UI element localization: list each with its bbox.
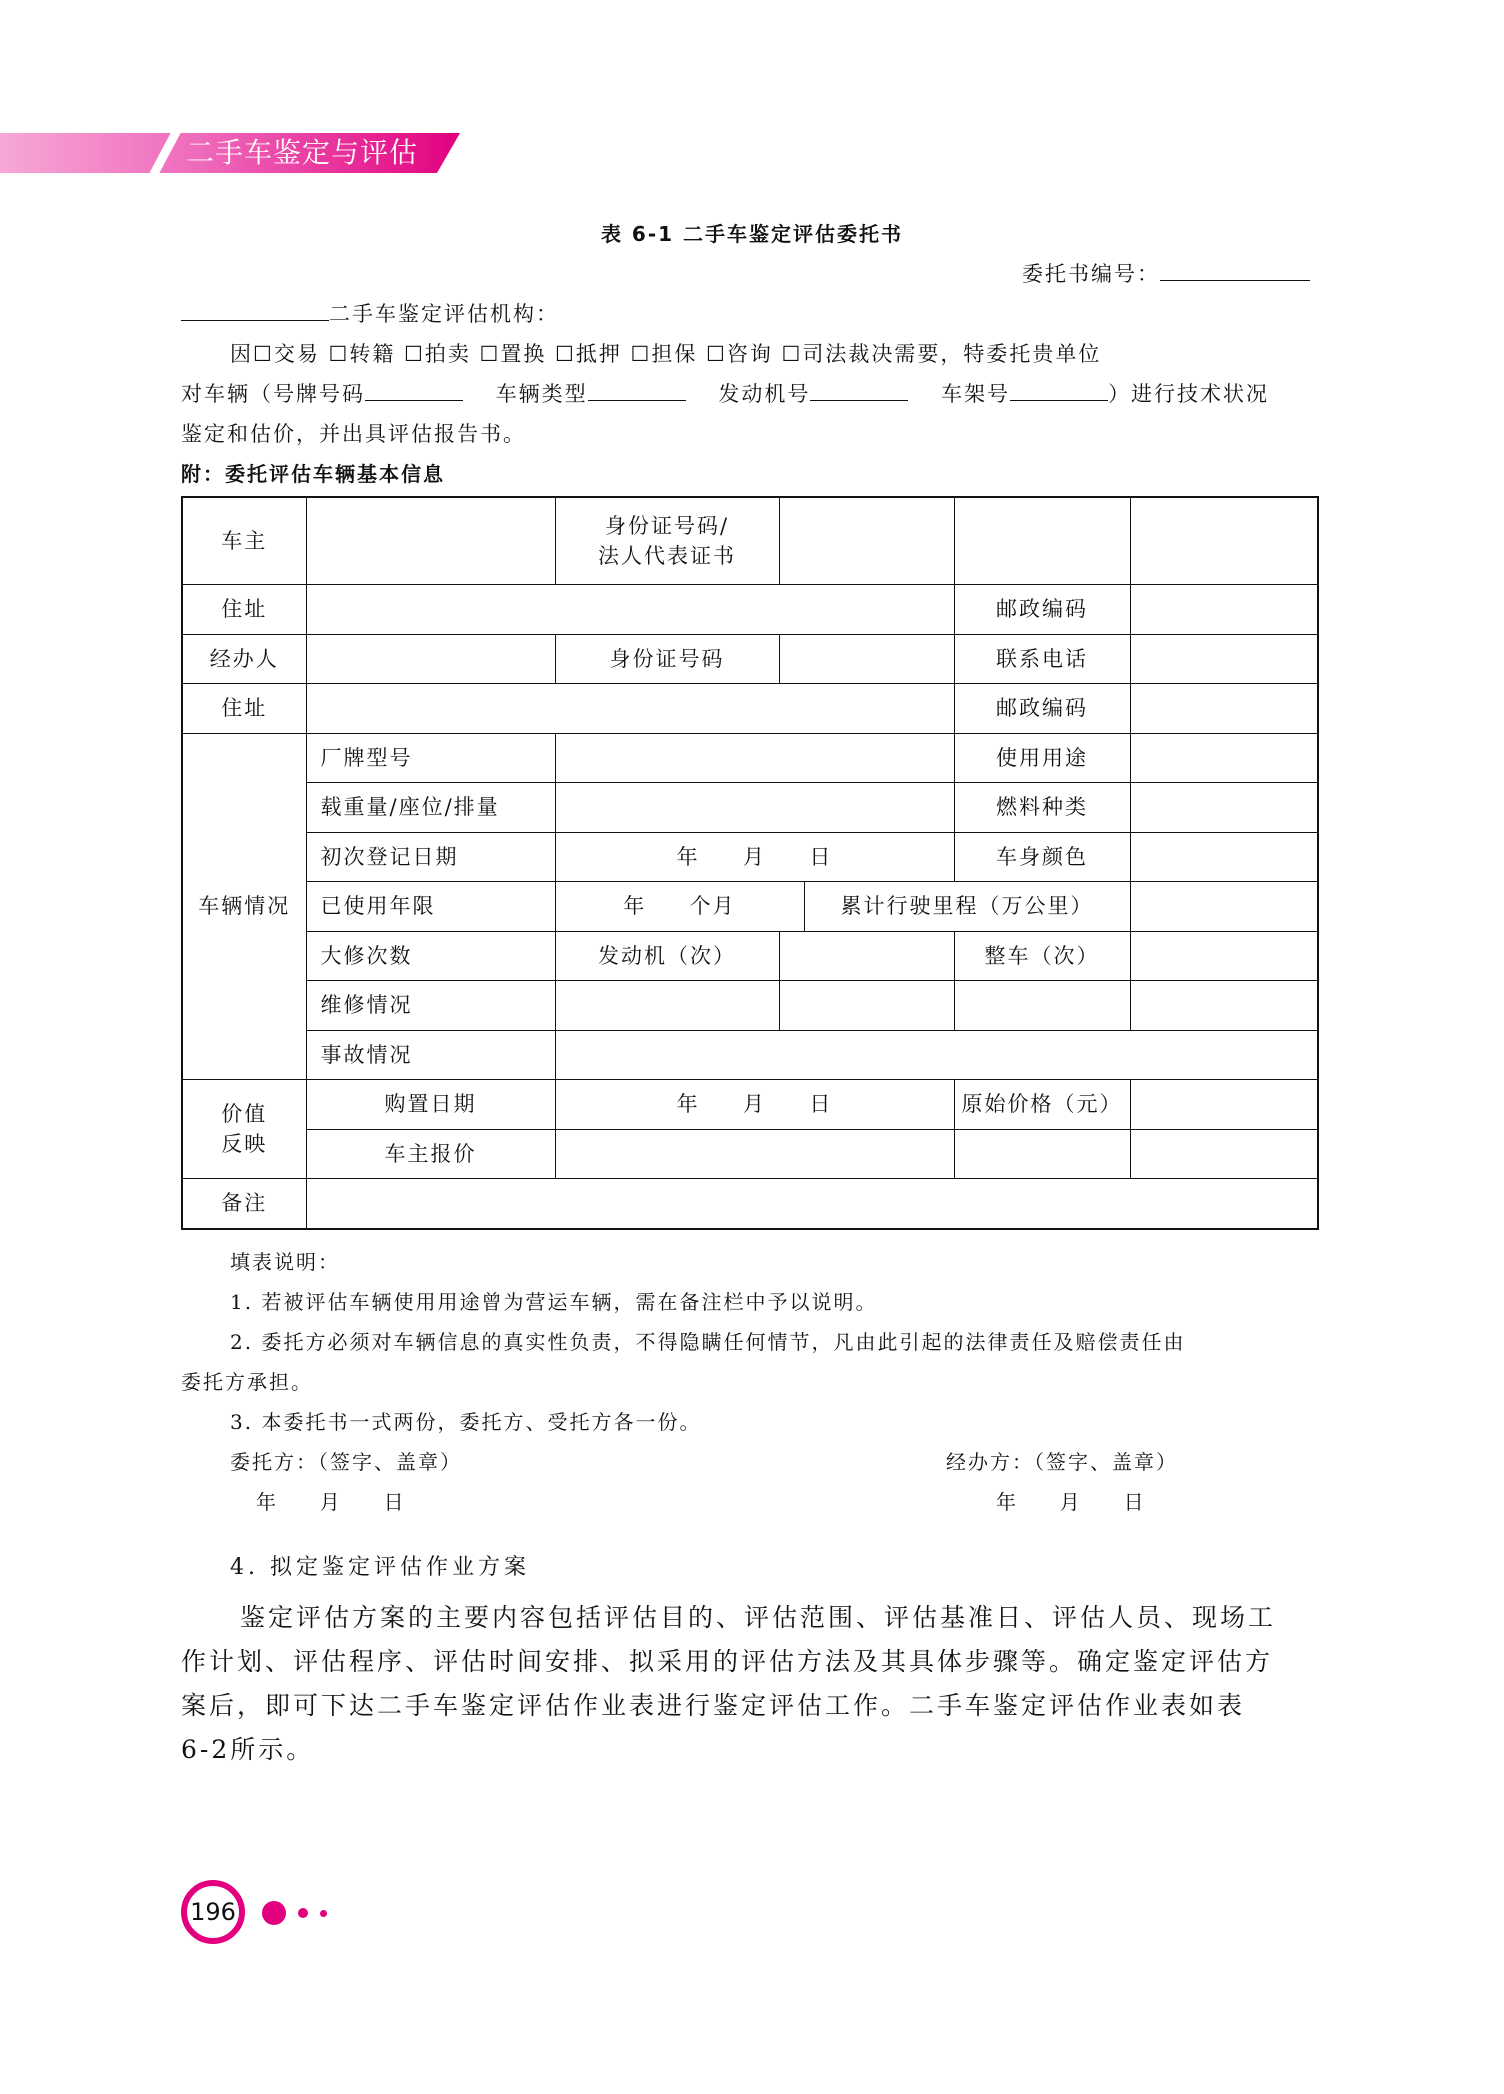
postcode-value-cell-2 [1130,684,1318,734]
original-price-label: 原始价格（元） [954,1080,1130,1130]
frame-number-label: 车架号 [941,382,1011,406]
notes-heading: 填表说明： [230,1250,340,1274]
postcode-label: 邮政编码 [954,585,1130,635]
handler-date: 年 月 日 [996,1490,1146,1514]
note-2: 2. 委托方必须对车辆信息的真实性负责，不得隐瞒任何情节，凡由此引起的法律责任及赔偿责任由 [230,1330,1186,1354]
maintenance-cell-2 [779,981,954,1031]
maintenance-cell-1 [555,981,779,1031]
purchase-date-value: 年 月 日 [555,1080,954,1130]
purchase-date-label: 购置日期 [306,1080,555,1130]
vehicle-info-tail: ）进行技术状况 [1108,382,1270,406]
handler-signature: 经办方：（签字、盖章） [946,1450,1178,1474]
paragraph-line-4: 6-2所示。 [181,1735,315,1764]
usage-label: 使用用途 [954,733,1130,783]
body-color-label: 车身颜色 [954,832,1130,882]
address-value-cell-2 [306,684,954,734]
page-dot-large [262,1901,286,1925]
mileage-value-cell [1130,882,1318,932]
client-signature: 委托方：（签字、盖章） [230,1450,462,1474]
address-label: 住址 [182,585,306,635]
brand-model-label: 厂牌型号 [306,733,555,783]
engine-times-value-cell [779,931,954,981]
engine-times-label: 发动机（次） [555,931,779,981]
maintenance-cell-4 [1130,981,1318,1031]
page-dot-medium [298,1908,308,1918]
report-line: 鉴定和估价，并出具评估报告书。 [181,422,526,446]
plate-label: 对车辆（号牌号码 [181,382,365,406]
postcode-label-2: 邮政编码 [954,684,1130,734]
agency-label: 二手车鉴定评估机构： [329,302,559,326]
fuel-value-cell [1130,783,1318,833]
owner-price-extra-cell-2 [1130,1129,1318,1179]
remarks-label: 备注 [182,1179,306,1229]
purpose-line: 因☐交易 ☐转籍 ☐拍卖 ☐置换 ☐抵押 ☐担保 ☐咨询 ☐司法裁决需要，特委托贵单位 [230,342,1102,366]
owner-extra-cell-2 [1130,497,1318,585]
load-seat-value-cell [555,783,954,833]
appendix-heading: 附：委托评估车辆基本信息 [181,462,445,486]
whole-times-value-cell [1130,931,1318,981]
years-used-label: 已使用年限 [306,882,555,932]
vehicle-status-label: 车辆情况 [182,733,306,1080]
commission-number-label: 委托书编号： [1022,262,1160,286]
mileage-label: 累计行驶里程（万公里） [804,882,1130,932]
handler-label: 经办人 [182,634,306,684]
commission-number-row [1022,258,1310,288]
brand-model-value-cell [555,733,954,783]
frame-number-blank [1010,380,1108,401]
years-used-value: 年 个月 [555,882,804,932]
maintenance-cell-3 [954,981,1130,1031]
note-2-cont: 委托方承担。 [181,1370,313,1394]
accident-value-cell [555,1030,1318,1080]
paragraph-line-1: 鉴定评估方案的主要内容包括评估目的、评估范围、评估基准日、评估人员、现场工 [240,1603,1277,1632]
id-number-value-cell [779,634,954,684]
owner-extra-cell [954,497,1130,585]
paragraph-line-2: 作计划、评估程序、评估时间安排、拟采用的评估方法及其具体步骤等。确定鉴定评估方 [181,1647,1274,1676]
overhaul-label: 大修次数 [306,931,555,981]
owner-price-label: 车主报价 [306,1129,555,1179]
owner-label: 车主 [182,497,306,585]
owner-value-cell [306,497,555,585]
handler-value-cell [306,634,555,684]
agency-row [181,298,559,328]
whole-times-label: 整车（次） [954,931,1130,981]
maintenance-label: 维修情况 [306,981,555,1031]
page-dot-small [320,1910,327,1917]
agency-blank [181,300,329,321]
original-price-value-cell [1130,1080,1318,1130]
plate-blank [365,380,463,401]
load-seat-label: 载重量/座位/排量 [306,783,555,833]
address-label-2: 住址 [182,684,306,734]
value-reflection-label: 价值 反映 [182,1080,306,1179]
paragraph-line-3: 案后，即可下达二手车鉴定评估作业表进行鉴定评估工作。二手车鉴定评估作业表如表 [181,1691,1246,1720]
id-number-label: 身份证号码 [555,634,779,684]
body-color-value-cell [1130,832,1318,882]
vehicle-info-table [181,496,1319,1230]
owner-price-value-cell [555,1129,954,1179]
owner-price-extra-cell [954,1129,1130,1179]
table-title: 表 6-1 二手车鉴定评估委托书 [600,222,904,246]
usage-value-cell [1130,733,1318,783]
phone-label: 联系电话 [954,634,1130,684]
section-heading: 4. 拟定鉴定评估作业方案 [230,1555,530,1580]
vehicle-type-label: 车辆类型 [495,382,588,406]
vehicle-info-line [181,378,1269,408]
fuel-label: 燃料种类 [954,783,1130,833]
engine-number-blank [810,380,908,401]
phone-value-cell [1130,634,1318,684]
accident-label: 事故情况 [306,1030,555,1080]
page-number: 196 [181,1880,245,1944]
postcode-value-cell [1130,585,1318,635]
note-3: 3. 本委托书一式两份，委托方、受托方各一份。 [230,1410,702,1434]
client-date: 年 月 日 [256,1490,406,1514]
commission-number-blank [1160,260,1310,281]
engine-number-label: 发动机号 [718,382,811,406]
id-cert-label: 身份证号码/ 法人代表证书 [555,497,779,585]
address-value-cell [306,585,954,635]
id-cert-value-cell [779,497,954,585]
vehicle-type-blank [588,380,686,401]
chapter-title: 二手车鉴定与评估 [186,136,419,169]
first-registration-date: 年 月 日 [555,832,954,882]
remarks-value-cell [306,1179,1318,1229]
first-registration-label: 初次登记日期 [306,832,555,882]
note-1: 1. 若被评估车辆使用用途曾为营运车辆，需在备注栏中予以说明。 [230,1290,878,1314]
